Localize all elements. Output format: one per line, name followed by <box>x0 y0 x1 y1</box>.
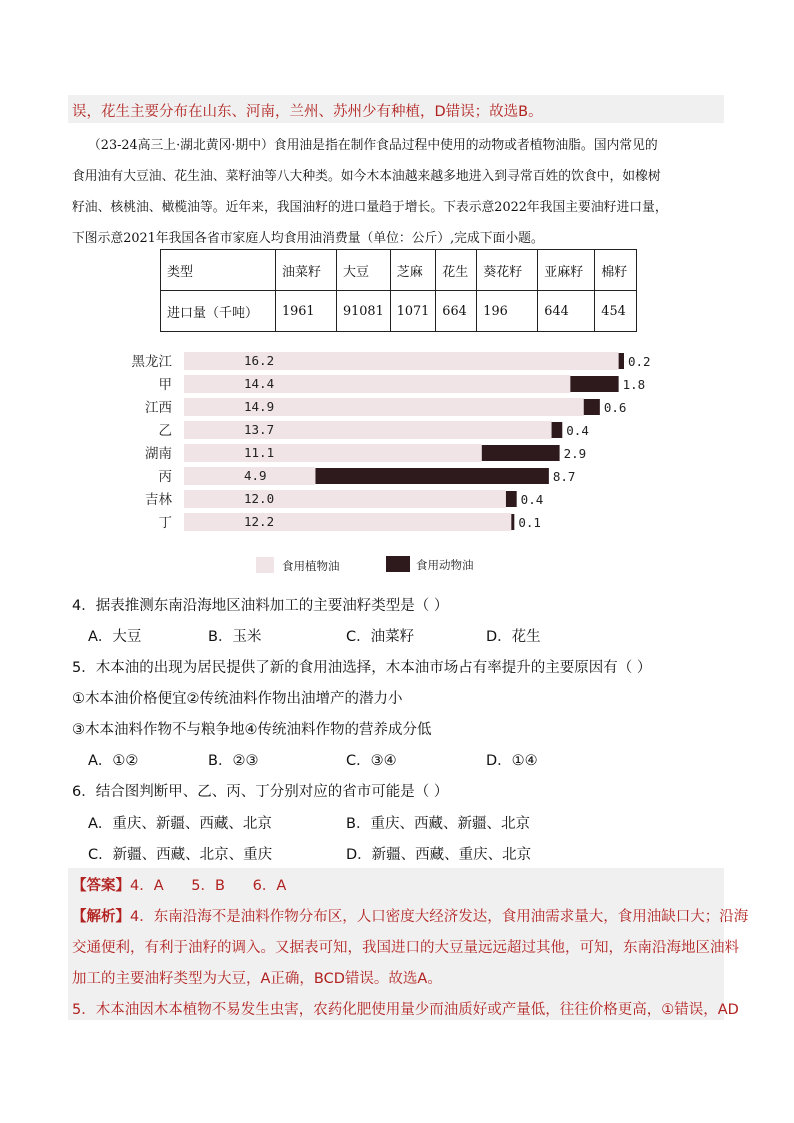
intro-line-2: 食用油有大豆油、花生油、菜籽油等八大种类。如今木本油越来越多地进入到寻常百姓的饮食中，如橡树 <box>72 169 661 184</box>
category-label: 吉林 <box>145 492 172 508</box>
table-cell: 亚麻籽 <box>538 250 595 291</box>
table-cell: 664 <box>436 291 477 332</box>
q6-option-b[interactable]: B．重庆、西藏、新疆、北京 <box>346 816 530 832</box>
animal-oil-bar <box>570 376 618 392</box>
plant-oil-value-label: 4.9 <box>244 468 267 483</box>
q4-option-c[interactable]: C．油菜籽 <box>346 629 415 645</box>
plant-oil-value-label: 12.2 <box>244 514 275 529</box>
q5-statements-2: ③木本油料作物不与粮争地④传统油料作物的营养成分低 <box>72 722 432 738</box>
category-label: 江西 <box>145 400 172 416</box>
table-cell: 1961 <box>276 291 337 332</box>
animal-oil-bar <box>584 399 600 415</box>
table-cell: 芝麻 <box>390 250 436 291</box>
answer-label: 【答案】 <box>72 878 130 894</box>
category-label: 甲 <box>158 377 172 393</box>
table-cell: 454 <box>595 291 637 332</box>
category-label: 湖南 <box>145 446 172 462</box>
animal-oil-bar <box>511 514 514 530</box>
table-cell: 196 <box>477 291 538 332</box>
q5-stem: 5．木本油的出现为居民提供了新的食用油选择，木本油市场占有率提升的主要原因有（ ） <box>72 660 652 676</box>
q5-option-c[interactable]: C．③④ <box>346 753 397 769</box>
answer-line <box>72 874 286 895</box>
plant-oil-bar <box>184 375 570 393</box>
legend-swatch-plant-oil <box>256 557 274 573</box>
q5-option-a[interactable]: A．①② <box>88 753 139 769</box>
legend-swatch-animal-oil <box>386 556 410 572</box>
animal-oil-bar <box>315 468 548 484</box>
q5-option-d[interactable]: D．①④ <box>486 753 538 769</box>
category-label: 黑龙江 <box>131 354 172 370</box>
q6-option-c[interactable]: C．新疆、西藏、北京、重庆 <box>88 847 273 863</box>
category-label: 丁 <box>158 515 172 531</box>
animal-oil-bar <box>619 353 624 369</box>
animal-oil-value-label: 2.9 <box>563 446 587 461</box>
analysis-line-3: 加工的主要油籽类型为大豆，A正确，BCD错误。故选A。 <box>72 971 442 987</box>
animal-oil-value-label: 0.6 <box>603 400 627 415</box>
category-label: 丙 <box>158 469 172 485</box>
q6-option-d[interactable]: D．新疆、西藏、重庆、北京 <box>346 847 532 863</box>
plant-oil-value-label: 13.7 <box>244 422 275 437</box>
animal-oil-value-label: 1.8 <box>622 377 646 392</box>
category-label: 乙 <box>158 423 172 439</box>
q4-option-a[interactable]: A．大豆 <box>88 629 142 645</box>
table-cell: 花生 <box>436 250 477 291</box>
analysis-label: 【解析】 <box>72 909 130 925</box>
answer-text: 4．A 5．B 6．A <box>130 878 287 894</box>
animal-oil-value-label: 8.7 <box>552 469 576 484</box>
analysis-line-2: 交通便利，有利于油籽的调入。又据表可知，我国进口的大豆量远远超过其他，可知，东南沿海地区油料 <box>72 940 739 956</box>
plant-oil-value-label: 16.2 <box>244 353 275 368</box>
animal-oil-bar <box>482 445 560 461</box>
intro-line-4: 下图示意2021年我国各省市家庭人均食用油消费量（单位：公斤）,完成下面小题。 <box>72 231 544 246</box>
table-cell: 大豆 <box>337 250 391 291</box>
table-cell: 棉籽 <box>595 250 637 291</box>
legend-label-animal-oil: 食用动物油 <box>416 558 474 572</box>
plant-oil-bar <box>184 444 482 462</box>
table-cell: 进口量（千吨） <box>161 291 276 332</box>
legend-label-plant-oil: 食用植物油 <box>282 559 340 573</box>
plant-oil-value-label: 14.4 <box>244 376 275 391</box>
plant-oil-value-label: 11.1 <box>244 445 275 460</box>
animal-oil-bar <box>552 422 563 438</box>
analysis-text-1: 4．东南沿海不是油料作物分布区，人口密度大经济发达，食用油需求量大，食用油缺口大；沿海 <box>130 909 749 925</box>
animal-oil-value-label: 0.2 <box>628 354 651 369</box>
q5-option-b[interactable]: B．②③ <box>208 753 259 769</box>
table-cell: 644 <box>538 291 595 332</box>
analysis-line-4: 5．木本油因木本植物不易发生虫害，农药化肥使用量少而油质好或产量低，往往价格更高，①错误，AD <box>72 1002 739 1018</box>
q5-statements-1: ①木本油价格便宜②传统油料作物出油增产的潜力小 <box>72 691 403 707</box>
animal-oil-value-label: 0.4 <box>566 423 589 438</box>
q4-option-d[interactable]: D．花生 <box>486 629 541 645</box>
intro-line-3: 籽油、核桃油、橄榄油等。近年来，我国油籽的进口量趋于增长。下表示意2022年我国主要油籽进口量， <box>72 200 668 215</box>
plant-oil-bar <box>184 421 552 439</box>
animal-oil-bar <box>506 491 517 507</box>
animal-oil-value-label: 0.4 <box>520 492 544 507</box>
plant-oil-value-label: 12.0 <box>244 491 275 506</box>
plant-oil-value-label: 14.9 <box>244 399 275 414</box>
q6-stem: 6．结合图判断甲、乙、丙、丁分别对应的省市可能是（ ） <box>72 784 449 800</box>
analysis-line-1 <box>72 905 748 926</box>
plant-oil-bar <box>184 513 511 531</box>
animal-oil-value-label: 0.1 <box>518 515 541 530</box>
q4-option-b[interactable]: B．玉米 <box>208 629 262 645</box>
table-cell: 类型 <box>161 250 276 291</box>
table-cell: 葵花籽 <box>477 250 538 291</box>
table-cell: 1071 <box>390 291 436 332</box>
q4-stem: 4．据表推测东南沿海地区油料加工的主要油籽类型是（ ） <box>72 598 449 614</box>
table-cell: 91081 <box>337 291 391 332</box>
lead-answer-text: 误，花生主要分布在山东、河南，兰州、苏州少有种植，D错误；故选B。 <box>72 104 543 120</box>
intro-line-1: （23-24高三上·湖北黄冈·期中）食用油是指在制作食品过程中使用的动物或者植物油脂。国内常见的 <box>88 138 658 153</box>
q6-option-a[interactable]: A．重庆、新疆、西藏、北京 <box>88 816 272 832</box>
table-cell: 油菜籽 <box>276 250 337 291</box>
plant-oil-bar <box>184 490 506 508</box>
